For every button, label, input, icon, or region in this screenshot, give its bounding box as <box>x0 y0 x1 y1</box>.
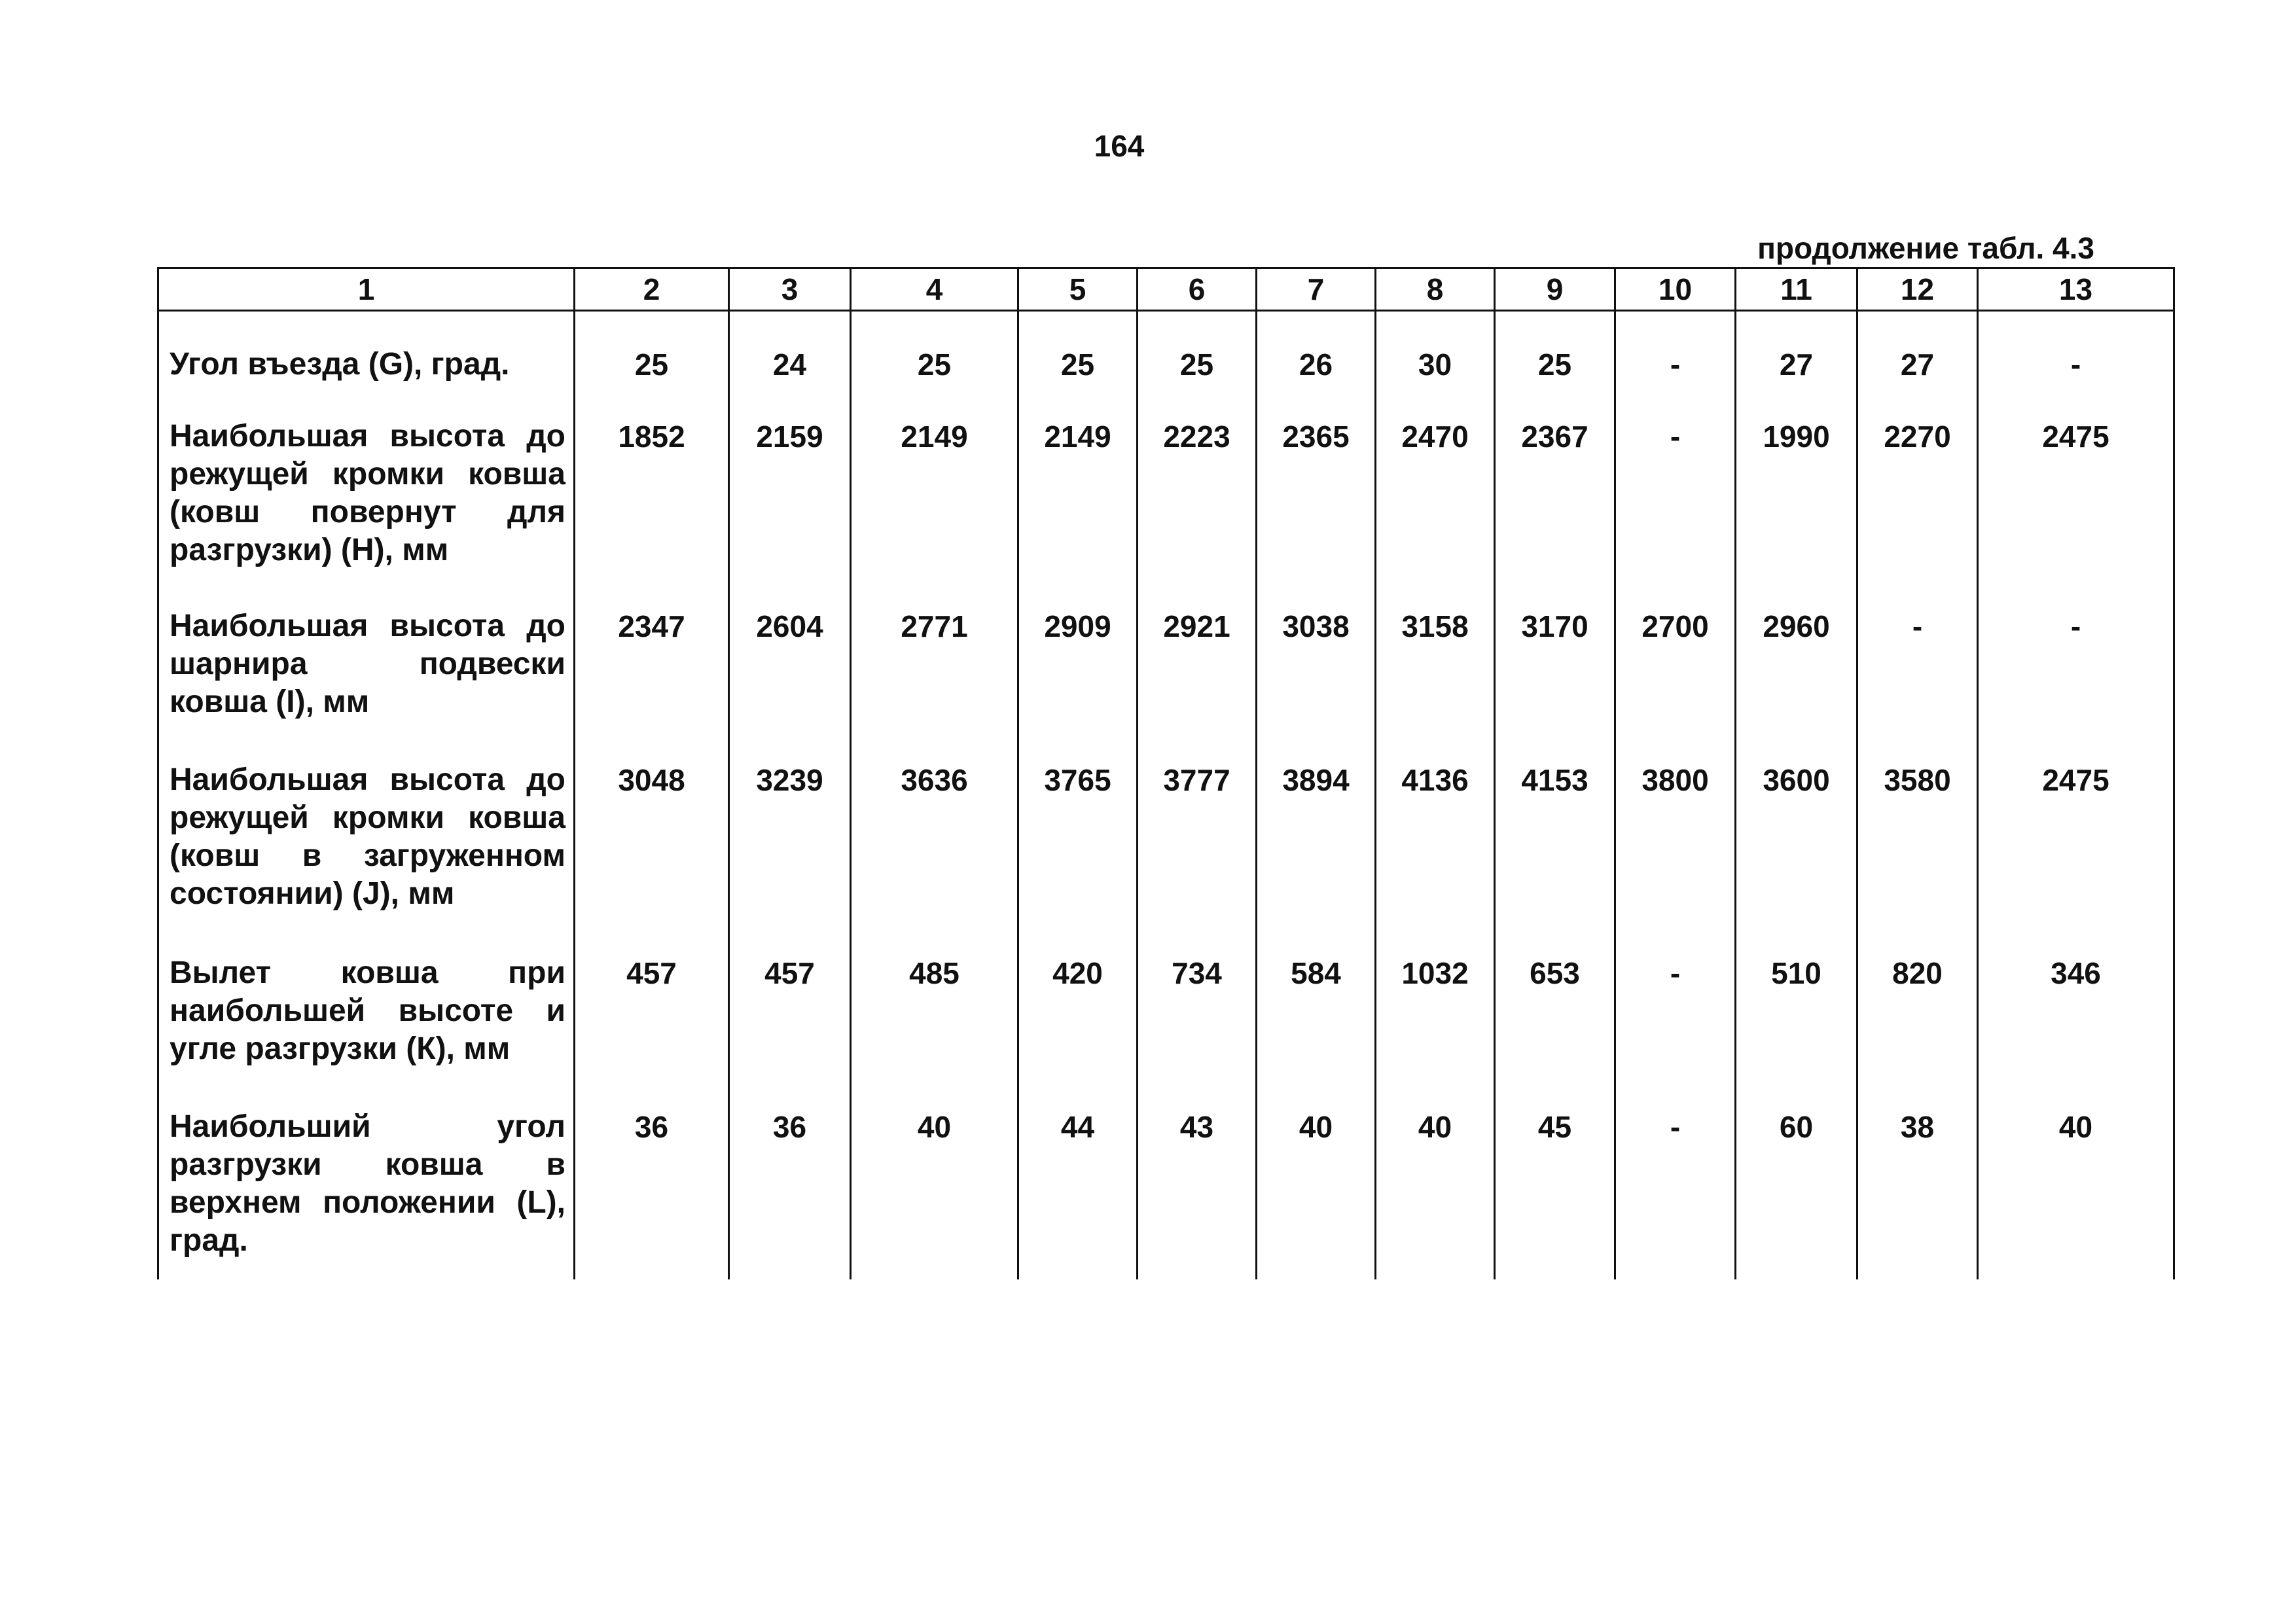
table-continuation-label: продолжение табл. 4.3 <box>1757 231 2094 265</box>
table-cell: - <box>1978 607 2174 761</box>
column-header: 8 <box>1376 268 1495 311</box>
column-header: 13 <box>1978 268 2174 311</box>
table-cell: 25 <box>1138 311 1257 418</box>
table-cell: 2475 <box>1978 418 2174 607</box>
table-cell: 4136 <box>1376 761 1495 954</box>
table-cell: 2347 <box>575 607 729 761</box>
table-cell: 820 <box>1857 954 1978 1108</box>
table-cell: - <box>1615 1108 1736 1279</box>
column-header: 10 <box>1615 268 1736 311</box>
column-header: 7 <box>1257 268 1376 311</box>
table-cell: 24 <box>729 311 851 418</box>
table-cell: - <box>1615 954 1736 1108</box>
table-cell: 3777 <box>1138 761 1257 954</box>
column-header: 9 <box>1495 268 1615 311</box>
table-cell: 36 <box>575 1108 729 1279</box>
table-cell: 2771 <box>851 607 1018 761</box>
table-cell: 346 <box>1978 954 2174 1108</box>
table-cell: 2475 <box>1978 761 2174 954</box>
parameter-label: Наибольшая высота до режущей кромки ковша (ковш повернут для разгрузки) (Н), мм <box>158 418 575 607</box>
table-cell: 2149 <box>1018 418 1138 607</box>
table-cell: 4153 <box>1495 761 1615 954</box>
column-header: 6 <box>1138 268 1257 311</box>
table-cell: 2921 <box>1138 607 1257 761</box>
column-header: 11 <box>1736 268 1857 311</box>
table-cell: 25 <box>851 311 1018 418</box>
parameter-label: Наибольший угол разгрузки ковша в верхнем положении (L), град. <box>158 1108 575 1279</box>
table-cell: 25 <box>1018 311 1138 418</box>
table-cell: 2149 <box>851 418 1018 607</box>
table-row <box>158 607 2174 761</box>
parameter-label: Наибольшая высота до режущей кромки ковша (ковш в загруженном состоянии) (J), мм <box>158 761 575 954</box>
table-row <box>158 311 2174 418</box>
table-cell: - <box>1857 607 1978 761</box>
table-cell: 26 <box>1257 311 1376 418</box>
table-cell: 2159 <box>729 418 851 607</box>
table-cell: 27 <box>1857 311 1978 418</box>
table-cell: 3894 <box>1257 761 1376 954</box>
table-cell: 40 <box>1978 1108 2174 1279</box>
table-cell: 3239 <box>729 761 851 954</box>
table-cell: 485 <box>851 954 1018 1108</box>
table-cell: 36 <box>729 1108 851 1279</box>
table-cell: 2367 <box>1495 418 1615 607</box>
table-cell: 27 <box>1736 311 1857 418</box>
column-header: 3 <box>729 268 851 311</box>
table-cell: 60 <box>1736 1108 1857 1279</box>
table-cell: - <box>1615 418 1736 607</box>
table-cell: 3800 <box>1615 761 1736 954</box>
table-cell: 1990 <box>1736 418 1857 607</box>
column-header: 1 <box>158 268 575 311</box>
table-cell: 3038 <box>1257 607 1376 761</box>
table-cell: 25 <box>1495 311 1615 418</box>
table-row <box>158 761 2174 954</box>
table-cell: 30 <box>1376 311 1495 418</box>
parameter-label: Наибольшая высота до шарнира подвески ковша (I), мм <box>158 607 575 761</box>
table-cell: 1032 <box>1376 954 1495 1108</box>
table-cell: - <box>1978 311 2174 418</box>
table-cell: 653 <box>1495 954 1615 1108</box>
table-cell: 420 <box>1018 954 1138 1108</box>
table-cell: 2604 <box>729 607 851 761</box>
table-cell: 3048 <box>575 761 729 954</box>
table-cell: 3765 <box>1018 761 1138 954</box>
column-header: 5 <box>1018 268 1138 311</box>
table-cell: 3580 <box>1857 761 1978 954</box>
table-cell: 734 <box>1138 954 1257 1108</box>
table-cell: 38 <box>1857 1108 1978 1279</box>
table-cell: 2960 <box>1736 607 1857 761</box>
table-cell: 3170 <box>1495 607 1615 761</box>
table-cell: 584 <box>1257 954 1376 1108</box>
table-cell: - <box>1615 311 1736 418</box>
page-number: 164 <box>1094 129 1145 163</box>
table-cell: 43 <box>1138 1108 1257 1279</box>
specifications-table <box>157 267 2175 1279</box>
table-cell: 45 <box>1495 1108 1615 1279</box>
table-cell: 2470 <box>1376 418 1495 607</box>
table-cell: 3636 <box>851 761 1018 954</box>
table-cell: 2909 <box>1018 607 1138 761</box>
table-row <box>158 954 2174 1108</box>
table-cell: 457 <box>729 954 851 1108</box>
parameter-label: Вылет ковша при наибольшей высоте и угле разгрузки (К), мм <box>158 954 575 1108</box>
table-row <box>158 1108 2174 1279</box>
column-header: 12 <box>1857 268 1978 311</box>
table-cell: 2700 <box>1615 607 1736 761</box>
table-cell: 457 <box>575 954 729 1108</box>
table-cell: 510 <box>1736 954 1857 1108</box>
parameter-label: Угол въезда (G), град. <box>158 311 575 418</box>
table-cell: 3600 <box>1736 761 1857 954</box>
table-cell: 44 <box>1018 1108 1138 1279</box>
table-cell: 40 <box>851 1108 1018 1279</box>
table-cell: 40 <box>1376 1108 1495 1279</box>
table-row <box>158 418 2174 607</box>
column-header: 4 <box>851 268 1018 311</box>
table-cell: 1852 <box>575 418 729 607</box>
table-cell: 2223 <box>1138 418 1257 607</box>
table-cell: 3158 <box>1376 607 1495 761</box>
table-cell: 25 <box>575 311 729 418</box>
header-row <box>158 268 2174 311</box>
column-header: 2 <box>575 268 729 311</box>
table-cell: 40 <box>1257 1108 1376 1279</box>
table-cell: 2270 <box>1857 418 1978 607</box>
table-cell: 2365 <box>1257 418 1376 607</box>
